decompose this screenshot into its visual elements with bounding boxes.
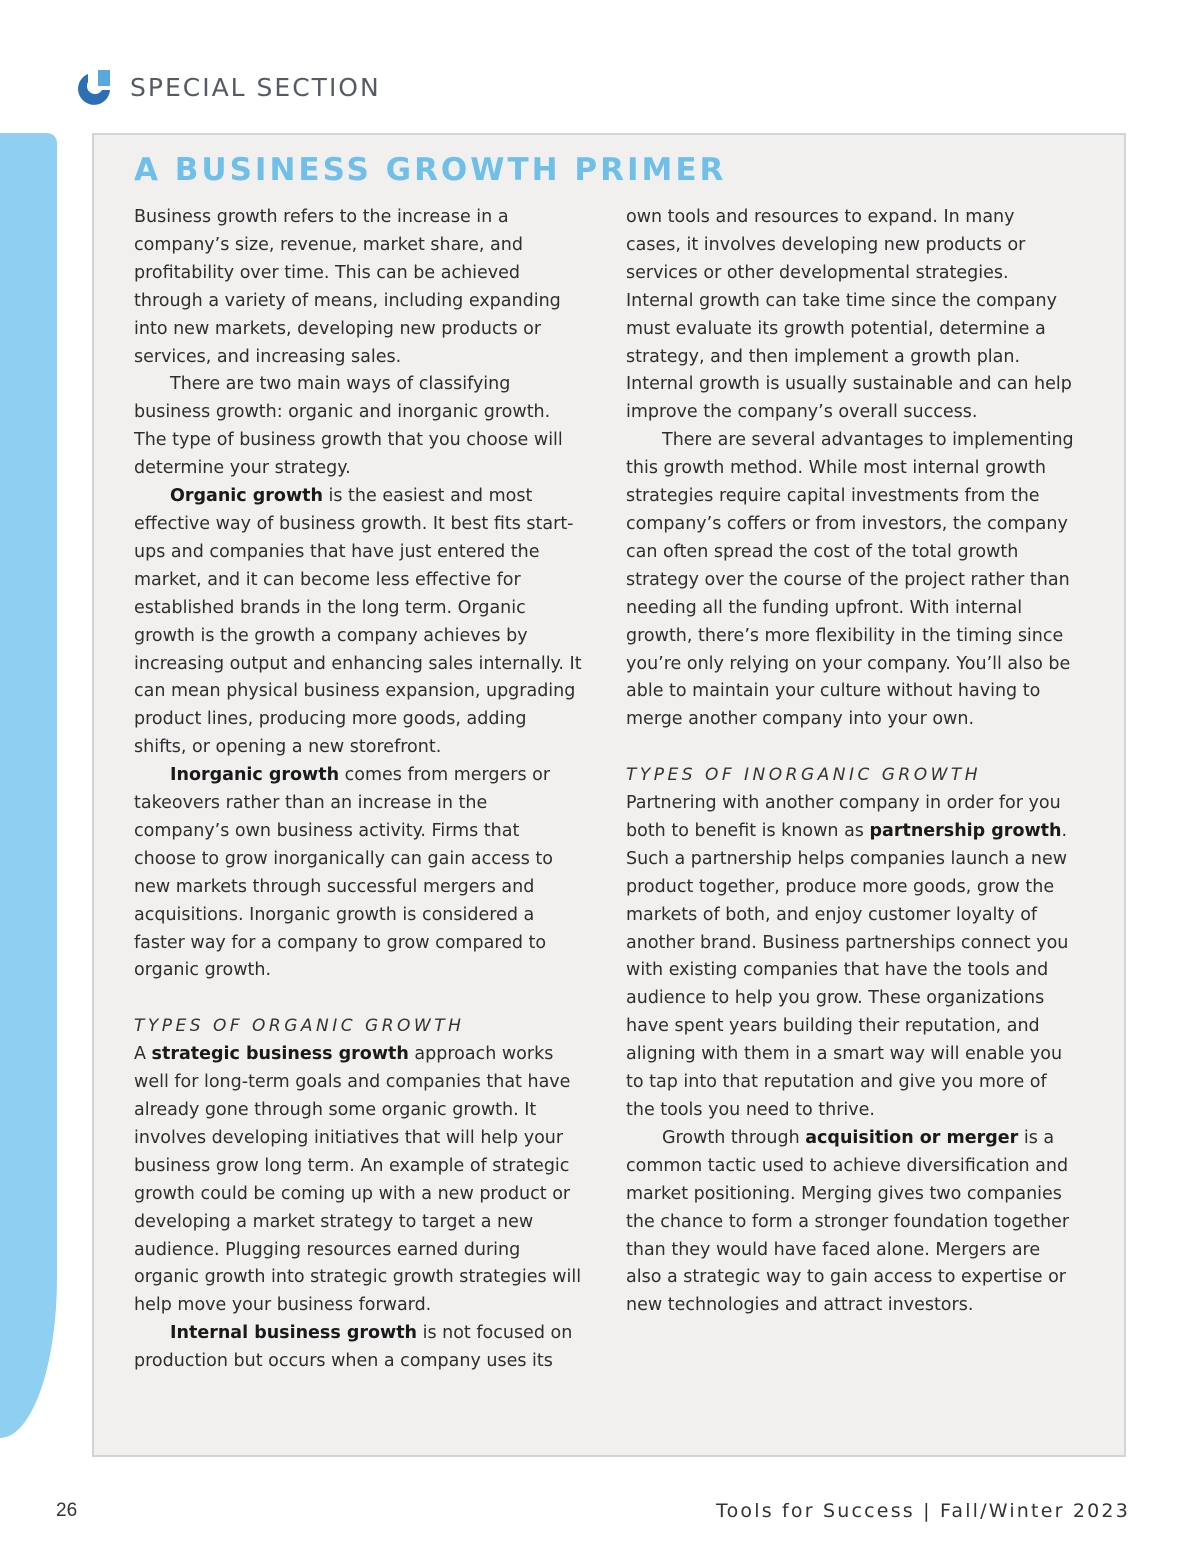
publication-footer: Tools for Success | Fall/Winter 2023 bbox=[716, 1500, 1130, 1522]
term-partnership-growth: partnership growth bbox=[869, 820, 1062, 841]
paragraph: A strategic business growth approach works well for long-term goals and companies that have already gone through some organic growth. It involves developing initiatives that will help your business grow long term. An example of strategic growth could be coming up with a new product or developing a market strategy to target a new audience. Plugging resources earned during organic growth into strategic growth strategies will help move your business forward. bbox=[134, 1044, 582, 1316]
term-strategic-growth: strategic business growth bbox=[151, 1044, 409, 1065]
left-column bbox=[134, 204, 582, 1376]
paragraph: Business growth refers to the increase in a company’s size, revenue, market share, and profitability over time. This can be achieved through a variety of means, including expanding into new markets, developing new products or services, and increasing sales. bbox=[134, 207, 561, 367]
paragraph: Internal business growth is not focused on production but occurs when a company uses its bbox=[134, 1323, 573, 1372]
right-column bbox=[626, 204, 1074, 1320]
page-number: 26 bbox=[56, 1500, 78, 1521]
subheading-inorganic: TYPES OF INORGANIC GROWTH bbox=[626, 765, 982, 786]
paragraph: Organic growth is the easiest and most effective way of business growth. It best fits start-ups and companies that have just entered the market, and it can become less effective for established brands in the long term. Organic growth is the growth a company achieves by increasing output and enhancing sales internally. It can mean physical business expansion, upgrading product lines, producing more goods, adding shifts, or opening a new storefront. bbox=[134, 486, 582, 758]
term-inorganic-growth: Inorganic growth bbox=[170, 765, 340, 786]
subheading-organic: TYPES OF ORGANIC GROWTH bbox=[134, 1016, 465, 1037]
paragraph: There are several advantages to implementing this growth method. While most internal growth strategies require capital investments from the company’s coffers or from investors, the company can often spread the cost of the total growth strategy over the course of the project rather than needing all the funding upfront. With internal growth, there’s more flexibility in the timing since you’re only relying on your company. You’ll also be able to maintain your culture without having to merge another company into your own. bbox=[626, 430, 1074, 730]
term-organic-growth: Organic growth bbox=[170, 486, 323, 507]
paragraph: There are two main ways of classifying business growth: organic and inorganic growth. The type of business growth that you choose will determine your strategy. bbox=[134, 374, 563, 479]
section-label: SPECIAL SECTION bbox=[130, 72, 381, 102]
paragraph: Growth through acquisition or merger is a common tactic used to achieve diversification and market positioning. Merging gives two companies the chance to form a stronger foundation together than they would have faced alone. Mergers are also a strategic way to gain access to expertise or new technologies and attract investors. bbox=[626, 1127, 1070, 1316]
paragraph: own tools and resources to expand. In many cases, it involves developing new products or services or other developmental strategies. Internal growth can take time since the company must evaluate its growth potential, determine a strategy, and then implement a growth plan. Internal growth is usually sustainable and can help improve the company’s overall success. bbox=[626, 207, 1072, 423]
paragraph: Inorganic growth comes from mergers or takeovers rather than an increase in the company’s own business activity. Firms that choose to grow inorganically can gain access to new markets through successful mergers and acquisitions. Inorganic growth is considered a faster way for a company to grow compared to organic growth. bbox=[134, 765, 553, 981]
side-tab-decoration bbox=[0, 133, 57, 1438]
term-internal-growth: Internal business growth bbox=[170, 1323, 418, 1344]
term-acquisition-merger: acquisition or merger bbox=[805, 1127, 1019, 1148]
paragraph: Partnering with another company in order for you both to benefit is known as partnership growth. Such a partnership helps companies launch a new product together, produce more goods, grow the markets of both, and enjoy customer loyalty of another brand. Business partnerships connect you with existing companies that have the tools and audience to help you grow. These organizations have spent years building their reputation, and aligning with them in a smart way will enable you to tap into that reputation and give you more of the tools you need to thrive. bbox=[626, 793, 1069, 1120]
article-title: A BUSINESS GROWTH PRIMER bbox=[134, 152, 727, 188]
logo-icon bbox=[76, 68, 114, 106]
section-header bbox=[76, 68, 381, 106]
